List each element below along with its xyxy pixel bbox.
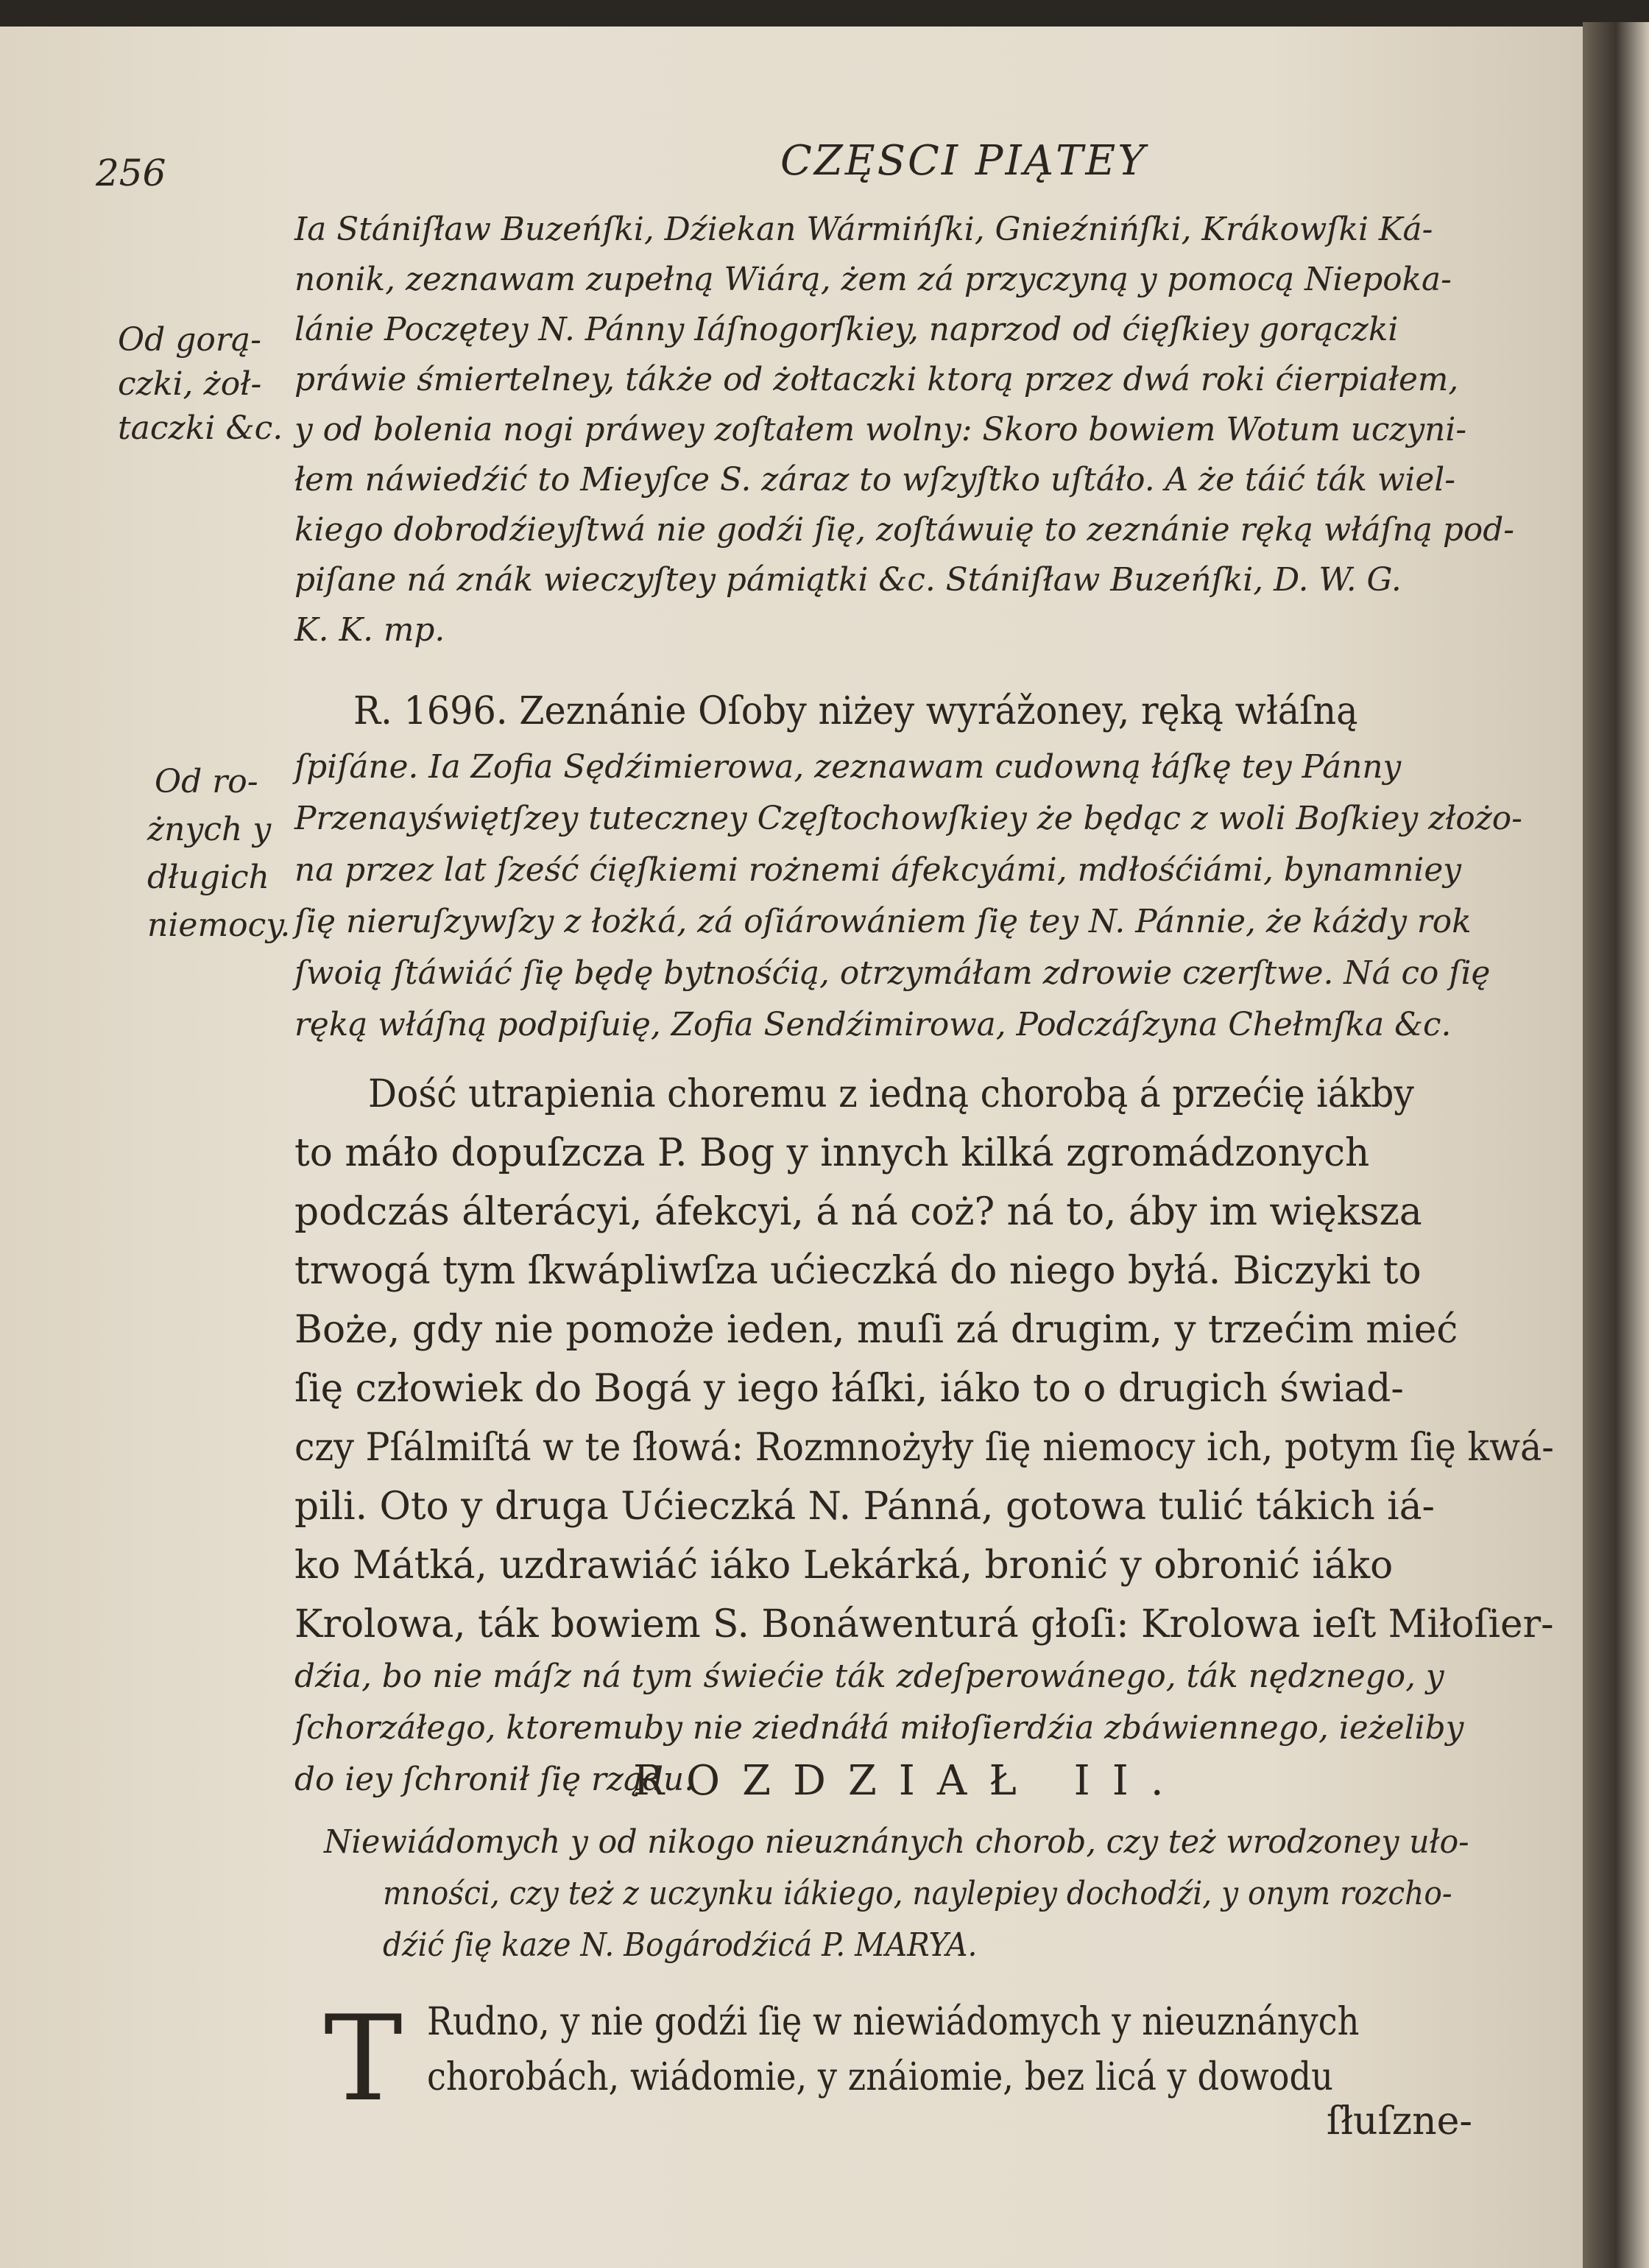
- margin-note: czki, żoł-: [118, 365, 262, 403]
- margin-note: niemocy.: [147, 906, 291, 944]
- body-line: Krolowa, ták bowiem S. Bonáwenturá głoſi: Krolowa ieſt Miłoſier-: [294, 1602, 1554, 1647]
- body-line: ręką włáſną podpiſuię, Zofia Sendźimirowa, Podczáſzyna Chełmſka &c.: [294, 1006, 1452, 1043]
- book-gutter: [1583, 22, 1649, 2268]
- drop-cap: T: [324, 1990, 403, 2127]
- body-line: y od bolenia nogi práwey zoſtałem wolny: Skoro bowiem Wotum uczyni-: [294, 411, 1467, 448]
- body-line: trwogá tym ſkwápliwſza ućieczká do niego byłá. Biczyki to: [294, 1249, 1422, 1293]
- body-line: nonik, zeznawam zupełną Wiárą, żem zá przyczyną y pomocą Niepoka-: [294, 261, 1452, 298]
- book-page: [0, 27, 1583, 2268]
- body-line: ſpiſáne. Ia Zofia Sędźimierowa, zeznawam cudowną łáſkę tey Pánny: [294, 748, 1402, 786]
- body-line: Ia Stániſław Buzeńſki, Dźiekan Wármińſki, Gnieźnińſki, Krákowſki Ká-: [294, 211, 1433, 248]
- margin-note: żnych y: [147, 811, 272, 848]
- body-line: czy Pſálmiſtá w te ſłowá: Rozmnożyły ſię niemocy ich, potym ſię kwá-: [294, 1426, 1554, 1470]
- body-line: Przenayświętſzey tuteczney Częſtochowſkiey że będąc z woli Boſkiey złożo-: [294, 800, 1522, 837]
- running-head: CZĘSCI PIĄTEY: [780, 137, 1148, 185]
- body-line: ſwoią ſtáwiáć ſię będę bytnośćią, otrzymáłam zdrowie czerſtwe. Ná co ſię: [294, 954, 1491, 992]
- body-line: lánie Poczętey N. Pánny Iáſnogorſkiey, naprzod od ćięſkiey gorączki: [294, 311, 1399, 348]
- margin-note: taczki &c.: [118, 409, 283, 447]
- body-line: dźia, bo nie máſz ná tym świećie ták zdeſperowánego, ták nędznego, y: [294, 1658, 1444, 1695]
- body-line: to máło dopuſzcza P. Bog y innych kilká zgromádzonych: [294, 1131, 1370, 1175]
- body-line: K. K. mp.: [294, 611, 445, 649]
- chapter-heading: ROZDZIAŁ II.: [633, 1757, 1186, 1805]
- margin-note: długich: [147, 859, 269, 896]
- body-line: ſię człowiek do Bogá y iego łáſki, iáko to o drugich świad-: [294, 1367, 1404, 1411]
- body-line: na przez lat ſześć ćięſkiemi rożnemi áfekcyámi, mdłośćiámi, bynamniey: [294, 851, 1462, 889]
- body-line: podczás álterácyi, áfekcyi, á ná coż? ná to, áby im większa: [294, 1190, 1422, 1234]
- catchword: ſłuſzne-: [1326, 2099, 1472, 2144]
- body-line: pili. Oto y druga Ućieczká N. Pánná, gotowa tulić tákich iá-: [294, 1485, 1435, 1529]
- body-line: do iey ſchronił ſię rządu.: [294, 1761, 695, 1798]
- chapter-summary-line: mności, czy też z uczynku iákiego, naylepiey dochodźi, y onym rozcho-: [383, 1875, 1452, 1912]
- chapter-summary-line: dźić ſię kaze N. Bogárodźicá P. MARYA.: [383, 1926, 978, 1964]
- margin-note: Od ro-: [155, 763, 258, 800]
- margin-note: Od gorą-: [118, 321, 262, 359]
- body-line: Dość utrapienia choremu z iedną chorobą á przećię iákby: [368, 1072, 1414, 1116]
- body-line: ſię nieruſzywſzy z łożká, zá oſiárowániem ſię tey N. Pánnie, że káżdy rok: [294, 903, 1472, 940]
- body-line: piſane ná znák wieczyſtey pámiątki &c. Stániſław Buzeńſki, D. W. G.: [294, 561, 1402, 599]
- body-line: ko Mátká, uzdrawiáć iáko Lekárká, bronić y obronić iáko: [294, 1543, 1394, 1588]
- body-line: Rudno, y nie godźi ſię w niewiádomych y nieuznánych: [427, 2000, 1360, 2044]
- chapter-summary-line: Niewiádomych y od nikogo nieuznánych chorob, czy też wrodzoney uło-: [324, 1823, 1469, 1861]
- body-line: práwie śmiertelney, tákże od żołtaczki ktorą przez dwá roki ćierpiałem,: [294, 361, 1459, 398]
- body-line: Boże, gdy nie pomoże ieden, muſi zá drugim, y trzećim mieć: [294, 1308, 1458, 1352]
- body-line: R. 1696. Zeznánie Oſoby niżey wyrážoney, ręką włáſną: [353, 689, 1358, 733]
- body-line: kiego dobrodźieyſtwá nie godźi ſię, zoſtáwuię to zeznánie ręką włáſną pod-: [294, 511, 1514, 549]
- body-line: łem náwiedźić to Mieyſce S. záraz to wſzyſtko uſtáło. A że táić ták wiel-: [294, 461, 1456, 499]
- body-line: chorobách, wiádomie, y znáiomie, bez licá y dowodu: [427, 2055, 1333, 2099]
- page-number: 256: [96, 152, 166, 194]
- body-line: ſchorzáłego, ktoremuby nie ziednáłá miłoſierdźia zbáwiennego, ieżeliby: [294, 1709, 1464, 1747]
